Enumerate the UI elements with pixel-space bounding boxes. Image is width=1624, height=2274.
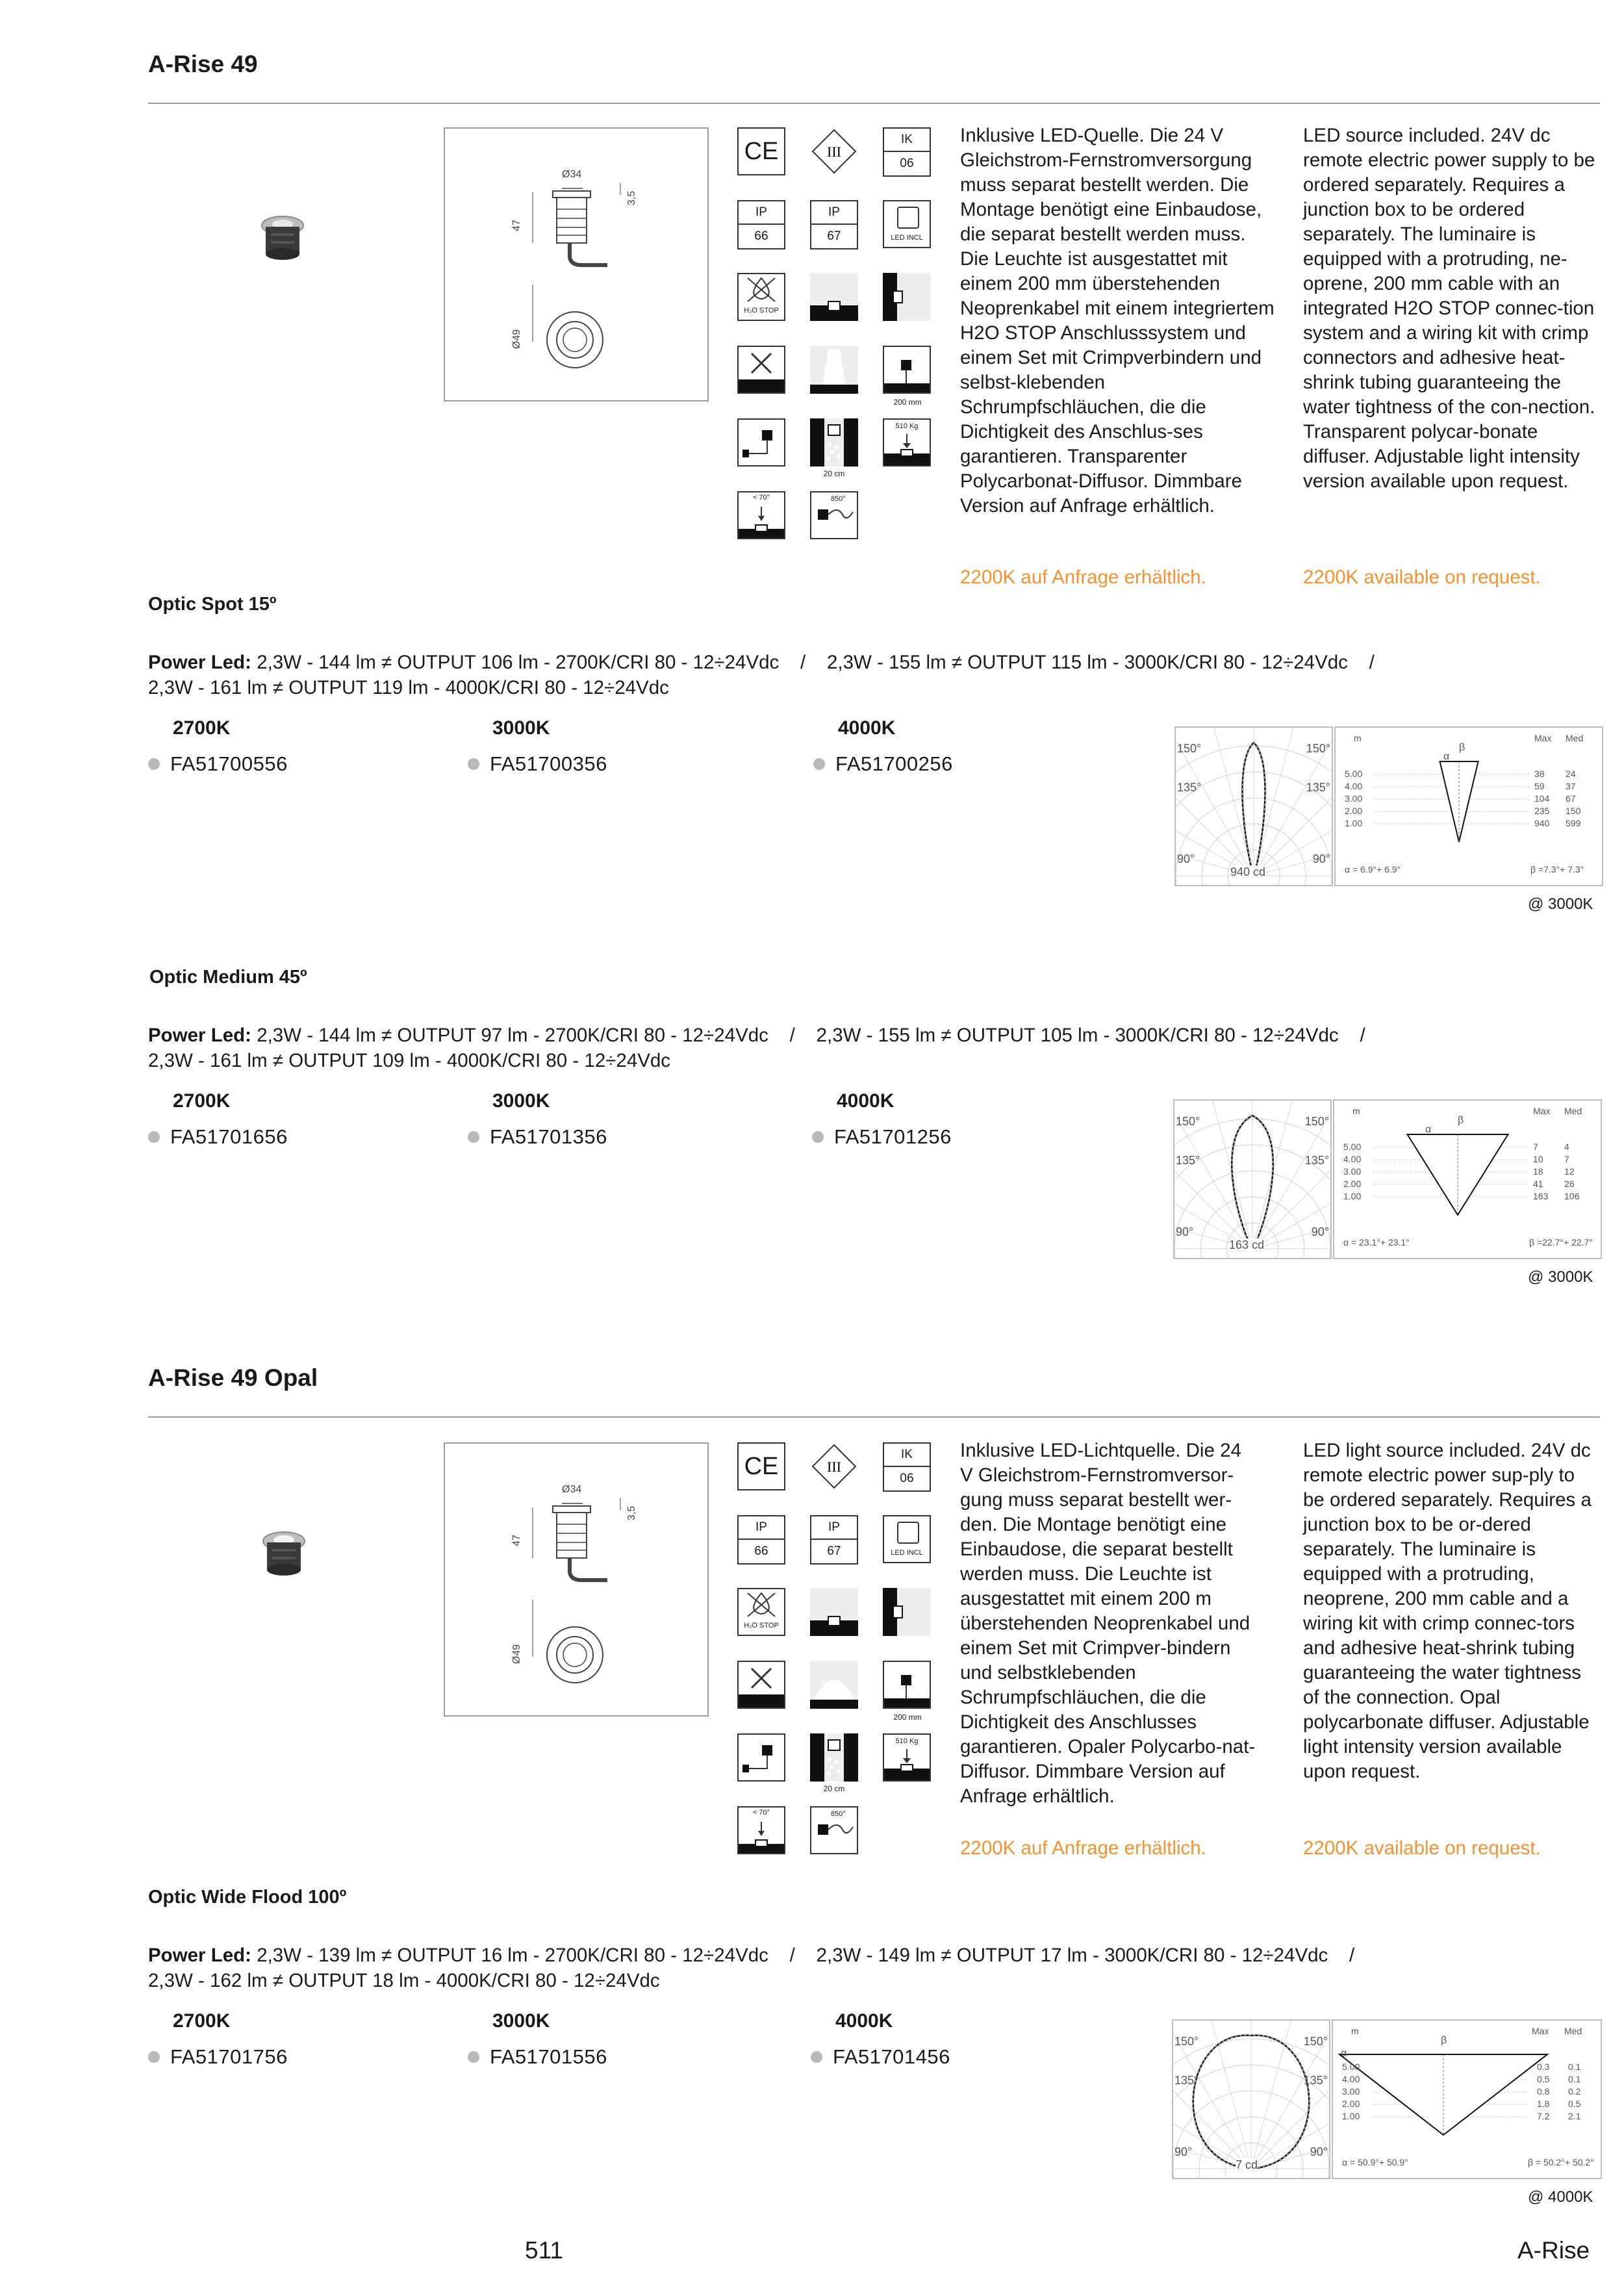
row-m: 2.00 bbox=[1343, 1179, 1362, 1189]
ce-mark-icon: CE bbox=[737, 1442, 785, 1490]
divider bbox=[148, 103, 1600, 104]
angle-label: 135° bbox=[1304, 1154, 1329, 1167]
power-label: Power Led: bbox=[148, 1945, 251, 1966]
recessed-install-icon bbox=[810, 1588, 858, 1636]
tilt-angle-icon bbox=[737, 1806, 785, 1854]
col-m: m bbox=[1352, 1106, 1360, 1116]
row-m: 4.00 bbox=[1343, 1154, 1362, 1164]
ik-rating-icon bbox=[883, 1442, 931, 1492]
grid-radial bbox=[1251, 2021, 1291, 2169]
cone-med-values bbox=[1566, 768, 1580, 830]
cable-label: 200 mm bbox=[893, 398, 922, 407]
beta-symbol: β bbox=[1459, 742, 1465, 753]
row-max: 1.8 bbox=[1537, 2099, 1550, 2109]
row-med: 0.1 bbox=[1568, 2062, 1581, 2072]
col-m: m bbox=[1354, 733, 1362, 743]
angle-label: 150° bbox=[1306, 742, 1330, 755]
angle-label: 135° bbox=[1176, 1154, 1200, 1167]
power-label: Power Led: bbox=[148, 1025, 251, 1046]
power-line1: 2,3W - 139 lm ≠ OUTPUT 16 lm - 2700K/CRI 80 - 12÷24Vdc / 2,3W - 149 lm ≠ OUTPUT 17 lm - 3000K/CRI 80 - 12÷24Vdc / bbox=[251, 1945, 1355, 1966]
col-med: Med bbox=[1566, 733, 1584, 743]
row-med: 0.2 bbox=[1568, 2086, 1581, 2097]
description-en: LED source included. 24V dc remote electric power supply to be ordered separately. Requires a junction box to be ordered separately. The luminaire is equipped with a protruding, ne-oprene, 200 mm cable with an integrated H2O STOP connec-tion system and a wiring kit with crimp connectors and adhesive heat-shrink tubing guaranteeing the water tightness of the con-nection. Transparent polycar-bonate diffuser. Adjustable light intensity version available upon request. bbox=[1303, 125, 1595, 492]
cone-max-values bbox=[1537, 2061, 1549, 2123]
temp-4000: 4000K bbox=[838, 717, 896, 739]
alpha-text: α = 6.9°+ 6.9° bbox=[1345, 864, 1401, 875]
angle-label: 90° bbox=[1310, 2145, 1328, 2158]
article-code: FA51701756 bbox=[170, 2045, 288, 2068]
led-included-icon bbox=[883, 1515, 931, 1563]
bullet-icon bbox=[148, 758, 160, 770]
cone-max-values bbox=[1534, 768, 1549, 830]
ip66-icon bbox=[737, 200, 785, 249]
variant-row[interactable] bbox=[812, 1125, 952, 1149]
temp-4000: 4000K bbox=[835, 2010, 893, 2032]
dim-top-diameter: Ø34 bbox=[562, 1484, 582, 1495]
row-m: 1.00 bbox=[1342, 2111, 1360, 2121]
note-en: 2200K available on request. bbox=[1303, 567, 1541, 588]
row-m: 5.00 bbox=[1345, 769, 1363, 779]
variant-row[interactable] bbox=[148, 2045, 288, 2069]
load-icon bbox=[883, 418, 931, 466]
product-photo bbox=[257, 211, 309, 263]
diffuse-light-icon bbox=[810, 1661, 858, 1709]
ik-value: 06 bbox=[900, 1472, 914, 1485]
bullet-icon bbox=[148, 2051, 160, 2063]
dim-height: 47 bbox=[511, 1535, 522, 1546]
dim-bottom-diameter: Ø49 bbox=[511, 1644, 523, 1665]
ip67-icon bbox=[810, 1515, 858, 1565]
led-included-icon bbox=[883, 200, 931, 248]
power-line1: 2,3W - 144 lm ≠ OUTPUT 97 lm - 2700K/CRI 80 - 12÷24Vdc / 2,3W - 155 lm ≠ OUTPUT 105 lm - 3000K/CRI 80 - 12÷24Vdc / bbox=[251, 1025, 1365, 1046]
cone-med-values bbox=[1564, 1141, 1579, 1203]
temp-3000: 3000K bbox=[492, 717, 550, 739]
variant-row[interactable] bbox=[468, 752, 607, 776]
candela-label: 7 cd bbox=[1236, 2158, 1258, 2171]
wall-install-icon bbox=[883, 273, 931, 321]
row-max: 59 bbox=[1534, 781, 1545, 791]
temp-2700: 2700K bbox=[173, 1090, 231, 1112]
cone-med-values bbox=[1568, 2061, 1580, 2123]
bullet-icon bbox=[811, 2051, 822, 2063]
technical-drawing bbox=[444, 127, 709, 402]
row-m: 3.00 bbox=[1342, 2086, 1360, 2097]
svg-text:III: III bbox=[827, 1459, 841, 1475]
ip1-value: 66 bbox=[754, 229, 768, 243]
icon-grid bbox=[737, 127, 945, 556]
bullet-icon bbox=[148, 1131, 160, 1143]
svg-text:III: III bbox=[827, 144, 841, 160]
angle-label: 150° bbox=[1303, 2035, 1328, 2048]
ip2-value: 67 bbox=[827, 229, 841, 243]
row-max: 0.5 bbox=[1537, 2074, 1550, 2084]
optic-title: Optic Medium 45º bbox=[149, 967, 307, 988]
col-med: Med bbox=[1564, 2026, 1582, 2036]
power-line2: 2,3W - 162 lm ≠ OUTPUT 18 lm - 4000K/CRI 80 - 12÷24Vdc bbox=[148, 1970, 660, 1991]
led-incl-label: LED INCL bbox=[891, 1549, 923, 1557]
temp-label: 850° bbox=[831, 1810, 846, 1818]
description-de: Inklusive LED-Quelle. Die 24 V Gleichstrom-Fernstromversorgung muss separat bestellt werden. Die Montage benötigt eine Einbaudose, die separat bestellt werden muss. Die Leuchte ist ausgestattet mit einem 200 mm überstehenden Neoprenkabel mit einem integriertem H2O STOP Anschlusssystem und einem Set mit Crimpverbindern und selbst-klebenden Schrumpfschläuchen, die die Dichtigkeit des Anschlus-ses garantieren. Transparenter Polycarbonat-Diffusor. Dimmbare Version auf Anfrage erhältlich. bbox=[960, 125, 1275, 517]
row-m: 1.00 bbox=[1345, 818, 1363, 828]
class-iii-icon bbox=[810, 127, 858, 175]
row-max: 104 bbox=[1534, 793, 1550, 804]
product-title: A-Rise 49 Opal bbox=[148, 1364, 318, 1391]
variant-row[interactable] bbox=[148, 1125, 288, 1149]
glow-wire-icon bbox=[810, 1806, 858, 1854]
bullet-icon bbox=[468, 758, 479, 770]
h2o-label: H₂O STOP bbox=[744, 307, 779, 314]
variant-row[interactable] bbox=[148, 752, 288, 776]
col-max: Max bbox=[1532, 2026, 1549, 2036]
cable-length-icon bbox=[883, 1661, 931, 1722]
polar-diagram bbox=[1174, 726, 1333, 886]
candela-label: 940 cd bbox=[1230, 865, 1266, 878]
ik-label: IK bbox=[884, 1444, 930, 1467]
dist-label: 20 cm bbox=[823, 1784, 845, 1793]
temp-3000: 3000K bbox=[492, 1090, 550, 1112]
wiring-icon bbox=[737, 1733, 785, 1782]
dim-collar: 3,5 bbox=[626, 190, 638, 206]
grid-radial bbox=[1211, 2021, 1251, 2169]
power-spec bbox=[148, 1943, 1603, 1968]
row-med: 67 bbox=[1566, 793, 1576, 804]
temp-4000: 4000K bbox=[837, 1090, 894, 1112]
ce-mark-icon: CE bbox=[737, 127, 785, 175]
row-max: 235 bbox=[1534, 806, 1550, 816]
power-line2: 2,3W - 161 lm ≠ OUTPUT 109 lm - 4000K/CRI 80 - 12÷24Vdc bbox=[148, 1050, 671, 1071]
row-m: 1.00 bbox=[1343, 1191, 1362, 1201]
angle-label: < 70° bbox=[752, 1809, 770, 1817]
row-m: 4.00 bbox=[1342, 2074, 1360, 2084]
no-cover-icon bbox=[737, 1661, 785, 1709]
row-max: 940 bbox=[1534, 818, 1550, 828]
no-cover-icon bbox=[737, 346, 785, 394]
row-med: 7 bbox=[1564, 1154, 1569, 1164]
angle-label: 90° bbox=[1176, 1225, 1194, 1238]
article-code: FA51700356 bbox=[490, 752, 607, 775]
row-max: 38 bbox=[1534, 769, 1545, 779]
section-name: A-Rise bbox=[1517, 2237, 1590, 2264]
bullet-icon bbox=[468, 1131, 479, 1143]
beta-text: β = 50.2°+ 50.2° bbox=[1528, 2157, 1594, 2167]
angle-label: 90° bbox=[1311, 1225, 1329, 1238]
variant-row[interactable] bbox=[468, 1125, 607, 1149]
power-spec bbox=[148, 1023, 1603, 1048]
cable-length-icon bbox=[883, 346, 931, 407]
variant-row[interactable] bbox=[811, 2045, 950, 2069]
alpha-symbol: α bbox=[1341, 2048, 1347, 2059]
load-label: 510 Kg bbox=[895, 1737, 919, 1745]
load-label: 510 Kg bbox=[895, 422, 919, 430]
row-m: 4.00 bbox=[1345, 781, 1363, 791]
light-beam-icon bbox=[810, 346, 858, 394]
dim-bottom-diameter: Ø49 bbox=[511, 329, 523, 350]
gravel-install-icon bbox=[810, 1733, 858, 1793]
ip2-label: IP bbox=[811, 1516, 857, 1540]
h2o-label: H₂O STOP bbox=[744, 1622, 779, 1629]
beta-text: β =7.3°+ 7.3° bbox=[1530, 864, 1584, 875]
row-max: 0.8 bbox=[1537, 2086, 1550, 2097]
row-m: 2.00 bbox=[1345, 806, 1363, 816]
row-med: 150 bbox=[1566, 806, 1581, 816]
h2o-stop-icon bbox=[737, 1588, 785, 1636]
row-max: 7.2 bbox=[1537, 2111, 1550, 2121]
cone-m-values bbox=[1342, 2061, 1360, 2123]
row-med: 0.1 bbox=[1568, 2074, 1581, 2084]
icon-grid bbox=[737, 1442, 945, 1871]
angle-label: 150° bbox=[1174, 2035, 1199, 2048]
class-iii-icon bbox=[810, 1442, 858, 1490]
alpha-text: α = 50.9°+ 50.9° bbox=[1342, 2157, 1408, 2167]
row-med: 599 bbox=[1566, 818, 1581, 828]
ik-value: 06 bbox=[900, 157, 914, 170]
bullet-icon bbox=[468, 2051, 479, 2063]
divider bbox=[148, 1416, 1600, 1418]
cable-label: 200 mm bbox=[893, 1713, 922, 1722]
cone-shape bbox=[1333, 2021, 1601, 2178]
variant-row[interactable] bbox=[813, 752, 953, 776]
gravel-install-icon bbox=[810, 418, 858, 478]
beta-symbol: β bbox=[1458, 1115, 1464, 1126]
h2o-stop-icon bbox=[737, 273, 785, 321]
row-m: 5.00 bbox=[1343, 1142, 1362, 1152]
ik-rating-icon bbox=[883, 127, 931, 177]
row-max: 7 bbox=[1533, 1142, 1538, 1152]
variant-row[interactable] bbox=[468, 2045, 607, 2069]
angle-label: 135° bbox=[1306, 781, 1330, 794]
ik-label: IK bbox=[884, 129, 930, 152]
polar-diagram bbox=[1172, 2019, 1330, 2179]
row-m: 2.00 bbox=[1342, 2099, 1360, 2109]
cone-shape bbox=[1334, 1101, 1601, 1258]
optic-title: Optic Wide Flood 100º bbox=[148, 1887, 347, 1908]
wiring-icon bbox=[737, 418, 785, 466]
row-med: 2.1 bbox=[1568, 2111, 1581, 2121]
power-line1: 2,3W - 144 lm ≠ OUTPUT 106 lm - 2700K/CRI 80 - 12÷24Vdc / 2,3W - 155 lm ≠ OUTPUT 115 lm - 3000K/CRI 80 - 12÷24Vdc / bbox=[251, 652, 1375, 673]
temp-3000: 3000K bbox=[492, 2010, 550, 2032]
wall-install-icon bbox=[883, 1588, 931, 1636]
row-med: 0.5 bbox=[1568, 2099, 1581, 2109]
product-title: A-Rise 49 bbox=[148, 51, 258, 77]
article-code: FA51701356 bbox=[490, 1125, 607, 1148]
ip67-icon bbox=[810, 200, 858, 249]
alpha-symbol: α bbox=[1425, 1124, 1432, 1135]
cone-max-values bbox=[1533, 1141, 1548, 1203]
col-max: Max bbox=[1534, 733, 1552, 743]
note-de: 2200K auf Anfrage erhältlich. bbox=[960, 1837, 1206, 1859]
polar-diagram bbox=[1173, 1099, 1332, 1259]
angle-label: 150° bbox=[1304, 1115, 1329, 1128]
row-m: 3.00 bbox=[1343, 1166, 1362, 1177]
dim-height: 47 bbox=[511, 220, 522, 231]
alpha-text: α = 23.1°+ 23.1° bbox=[1343, 1237, 1410, 1247]
recessed-install-icon bbox=[810, 273, 858, 321]
load-icon bbox=[883, 1733, 931, 1782]
illuminance-cone bbox=[1333, 1099, 1602, 1259]
note-en: 2200K available on request. bbox=[1303, 1837, 1541, 1859]
temp-2700: 2700K bbox=[173, 717, 231, 739]
row-max: 0.3 bbox=[1537, 2062, 1550, 2072]
row-m: 5.00 bbox=[1342, 2062, 1360, 2072]
ip2-label: IP bbox=[811, 201, 857, 225]
power-spec bbox=[148, 650, 1603, 675]
beta-symbol: β bbox=[1441, 2035, 1447, 2046]
row-max: 41 bbox=[1533, 1179, 1543, 1189]
row-med: 37 bbox=[1566, 781, 1576, 791]
article-code: FA51701556 bbox=[490, 2045, 607, 2068]
angle-label: 90° bbox=[1177, 852, 1195, 865]
row-med: 4 bbox=[1564, 1142, 1569, 1152]
alpha-symbol: α bbox=[1443, 751, 1450, 762]
cone-m-values bbox=[1345, 768, 1362, 830]
angle-label: < 70° bbox=[752, 494, 770, 502]
angle-label: 90° bbox=[1312, 852, 1330, 865]
page-number: 511 bbox=[525, 2237, 563, 2264]
row-max: 163 bbox=[1533, 1191, 1549, 1201]
article-code: FA51701656 bbox=[170, 1125, 288, 1148]
power-line2: 2,3W - 161 lm ≠ OUTPUT 119 lm - 4000K/CRI 80 - 12÷24Vdc bbox=[148, 677, 669, 698]
description-de: Inklusive LED-Lichtquelle. Die 24 V Gleichstrom-Fernstromversor-gung muss separat bestellt wer-den. Die Montage benötigt eine Einbaudose, die separat bestellt werden muss. Die Leuchte ist ausgestattet mit einem 200 m überstehenden Neoprenkabel und einem Set mit Crimpver-bindern und selbstklebenden Schrumpfschläuchen, die die Dichtigkeit des Anschlusses garantieren. Opaler Polycarbo-nat-Diffusor. Dimmbare Version auf Anfrage erhältlich. bbox=[960, 1440, 1256, 1807]
angle-label: 90° bbox=[1174, 2145, 1193, 2158]
row-med: 106 bbox=[1564, 1191, 1580, 1201]
angle-label: 150° bbox=[1177, 742, 1202, 755]
reference-temp: @ 3000K bbox=[1528, 895, 1593, 913]
angle-label: 135° bbox=[1174, 2074, 1199, 2087]
power-label: Power Led: bbox=[148, 652, 251, 673]
candela-label: 163 cd bbox=[1229, 1238, 1265, 1251]
temp-2700: 2700K bbox=[173, 2010, 231, 2032]
illuminance-cone bbox=[1334, 726, 1603, 886]
row-m: 3.00 bbox=[1345, 793, 1363, 804]
row-med: 24 bbox=[1566, 769, 1576, 779]
note-de: 2200K auf Anfrage erhältlich. bbox=[960, 567, 1206, 588]
product-photo bbox=[258, 1527, 310, 1579]
description-en: LED light source included. 24V dc remote electric power sup-ply to be ordered separately. Requires a junction box to be or-dered separately. The luminaire is equipped with a protruding, neoprene, 200 mm cable and a wiring kit with crimp connec-tors and adhesive heat-shrink tubing guaranteeing the water tightness of the connection. Opal polycarbonate diffuser. Adjustable light intensity version available upon request. bbox=[1303, 1440, 1592, 1782]
dim-collar: 3,5 bbox=[626, 1505, 638, 1521]
cone-m-values bbox=[1343, 1141, 1361, 1203]
bullet-icon bbox=[812, 1131, 824, 1143]
angle-label: 150° bbox=[1176, 1115, 1200, 1128]
col-m: m bbox=[1351, 2026, 1359, 2036]
optic-title: Optic Spot 15º bbox=[148, 594, 277, 615]
ip1-label: IP bbox=[739, 201, 784, 225]
col-med: Med bbox=[1564, 1106, 1582, 1116]
dim-top-diameter: Ø34 bbox=[562, 169, 582, 180]
article-code: FA51701256 bbox=[834, 1125, 952, 1148]
illuminance-cone bbox=[1332, 2019, 1602, 2179]
ip66-icon bbox=[737, 1515, 785, 1565]
bullet-icon bbox=[813, 758, 825, 770]
angle-label: 135° bbox=[1303, 2074, 1328, 2087]
ip2-value: 67 bbox=[827, 1544, 841, 1558]
temp-label: 850° bbox=[831, 495, 846, 503]
reference-temp: @ 4000K bbox=[1528, 2188, 1593, 2206]
article-code: FA51701456 bbox=[833, 2045, 950, 2068]
ip1-label: IP bbox=[739, 1516, 784, 1540]
angle-label: 135° bbox=[1177, 781, 1202, 794]
beta-text: β =22.7°+ 22.7° bbox=[1529, 1237, 1593, 1247]
row-med: 26 bbox=[1564, 1179, 1575, 1189]
row-med: 12 bbox=[1564, 1166, 1575, 1177]
article-code: FA51700556 bbox=[170, 752, 288, 775]
cone-shape bbox=[1336, 728, 1602, 885]
row-max: 18 bbox=[1533, 1166, 1543, 1177]
article-code: FA51700256 bbox=[835, 752, 953, 775]
dist-label: 20 cm bbox=[823, 469, 845, 478]
row-max: 10 bbox=[1533, 1154, 1543, 1164]
tilt-angle-icon bbox=[737, 491, 785, 539]
technical-drawing bbox=[444, 1442, 709, 1717]
reference-temp: @ 3000K bbox=[1528, 1268, 1593, 1286]
ip1-value: 66 bbox=[754, 1544, 768, 1558]
glow-wire-icon bbox=[810, 491, 858, 539]
col-max: Max bbox=[1533, 1106, 1551, 1116]
led-incl-label: LED INCL bbox=[891, 234, 923, 242]
